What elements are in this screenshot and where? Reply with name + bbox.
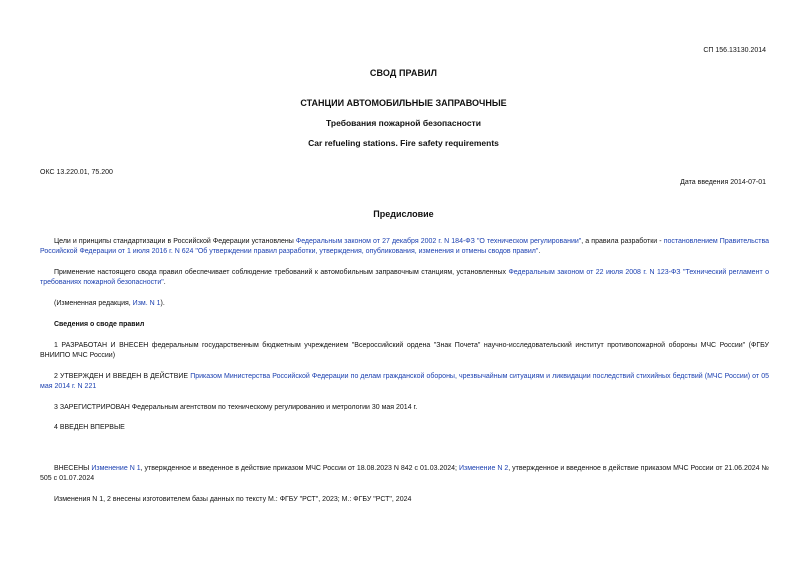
info-item-text: 4 ВВЕДЕН ВПЕРВЫЕ (54, 424, 125, 431)
paragraph-text: Цели и принципы стандартизации в Российской Федерации установлены (54, 238, 296, 245)
preface-paragraph-1 (40, 237, 769, 257)
info-heading-text: Сведения о своде правил (54, 321, 145, 328)
info-item-text: 3 ЗАРЕГИСТРИРОВАН Федеральным агентством по техническому регулированию и метрологии 30 мая 2014 г. (54, 404, 418, 411)
federal-law-123-link[interactable]: Федеральным законом от 22 июля 2008 г. N 123-ФЗ "Технический регламент о требованиях пожарной безопасности" (40, 269, 769, 286)
paragraph-text: . (538, 248, 541, 255)
database-note (40, 495, 769, 505)
info-item-2 (40, 372, 769, 392)
document-kind-title: СВОД ПРАВИЛ (369, 68, 438, 78)
document-subject-title: СТАНЦИИ АВТОМОБИЛЬНЫЕ ЗАПРАВОЧНЫЕ (300, 98, 507, 108)
introduction-date: Дата введения 2014-07-01 (680, 179, 766, 186)
federal-law-184-link[interactable]: Федеральным законом от 27 декабря 2002 г. N 184-ФЗ "О техническом регулировании" (295, 238, 582, 245)
requirements-title-en: Car refueling stations. Fire safety requirements (308, 138, 499, 148)
amendment-1-link[interactable]: Изм. N 1 (132, 300, 161, 307)
oks-code: ОКС 13.220.01, 75.200 (40, 169, 113, 176)
amendment-2-link[interactable]: Изменение N 2 (458, 465, 509, 472)
note-text: Изменения N 1, 2 внесены изготовителем базы данных по тексту М.: ФГБУ "РСТ", 2023; М.: ФГБУ "РСТ", 2024 (54, 496, 412, 503)
amendments-paragraph (40, 464, 769, 484)
paragraph-text: ВНЕСЕНЫ (54, 465, 92, 472)
requirements-title-ru: Требования пожарной безопасности (326, 118, 481, 128)
info-heading (40, 320, 769, 330)
preface-heading: Предисловие (373, 209, 434, 219)
paragraph-text: , а правила разработки - (581, 238, 664, 245)
paragraph-text: , утвержденное и введенное в действие приказом МЧС России от 21.06.2024 № 505 с 01.07.2024 (40, 465, 769, 482)
preface-paragraph-2 (40, 268, 769, 288)
preface-paragraph-3 (40, 299, 769, 309)
paragraph-text: (Измененная редакция, (54, 300, 133, 307)
document-code: СП 156.13130.2014 (703, 47, 766, 54)
paragraph-text: Применение настоящего свода правил обеспечивает соблюдение требований к автомобильным заправочным станциям, установленных (54, 269, 509, 276)
mchs-order-link[interactable]: Приказом Министерства Российской Федерации по делам гражданской обороны, чрезвычайным ситуациям и ликвидации последствий стихийных бедствий (МЧС России) от 05 мая 2014 г. N 221 (40, 373, 769, 390)
info-item-1 (40, 341, 769, 361)
amendment-1-link[interactable]: Изменение N 1 (91, 465, 141, 472)
info-item-text: 1 РАЗРАБОТАН И ВНЕСЕН федеральным государственным бюджетным учреждением "Всероссийский ордена "Знак Почета" научно-исследовательский институт противопожарной обороны МЧС России" (ФГБУ ВНИИПО МЧС России) (40, 342, 769, 359)
government-decree-624-link[interactable]: постановлением Правительства Российской Федерации от 1 июля 2016 г. N 624 "Об утверждении правил разработки, утверждения, опубликования, изменения и отмены сводов правил" (40, 238, 769, 255)
paragraph-text: . (163, 279, 166, 286)
info-item-text: 2 УТВЕРЖДЕН И ВВЕДЕН В ДЕЙСТВИЕ (54, 373, 191, 380)
info-item-3 (40, 403, 769, 413)
paragraph-text: ). (160, 300, 165, 307)
paragraph-text: , утвержденное и введенное в действие приказом МЧС России от 18.08.2023 N 842 с 01.03.2024; (140, 465, 459, 472)
info-item-4 (40, 423, 769, 433)
